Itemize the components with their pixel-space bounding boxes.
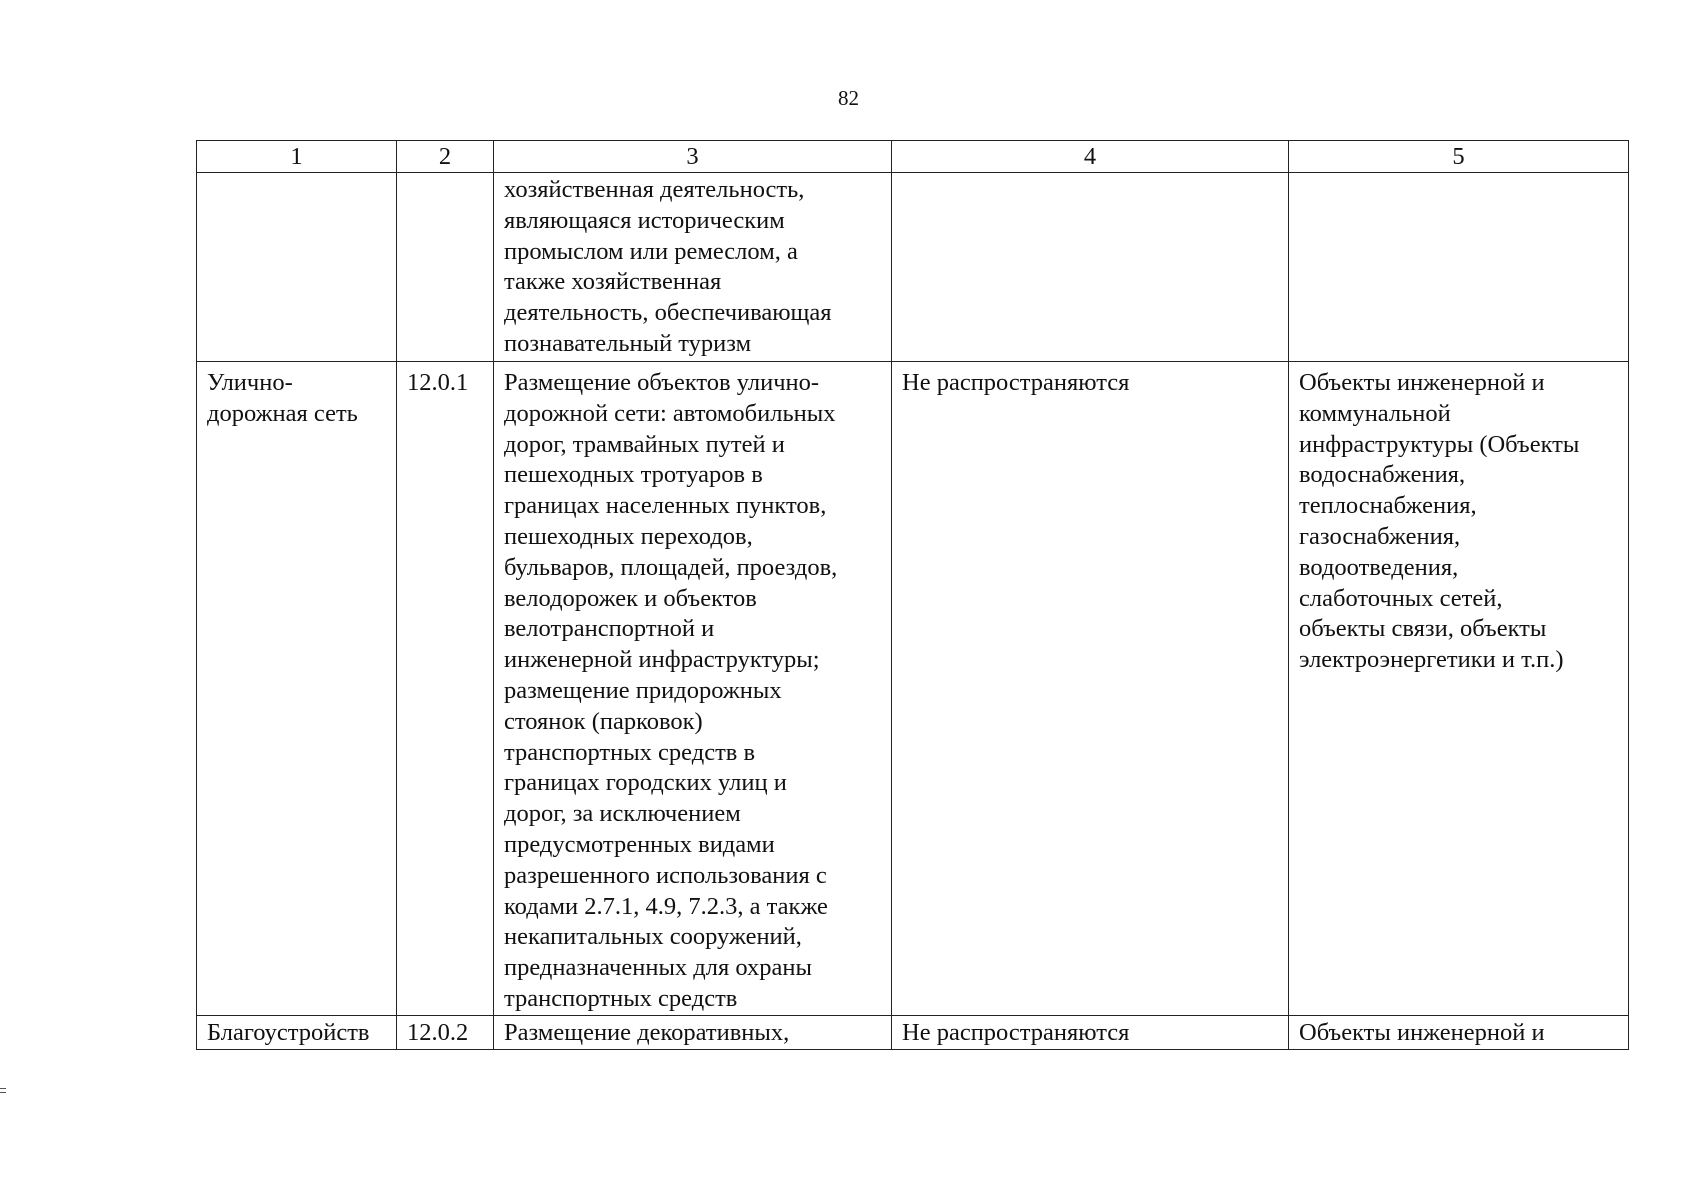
table-row — [197, 173, 1629, 362]
use-description-cell: хозяйственная деятельность, являющаяся историческим промыслом или ремеслом, а также хозяйственная деятельность, обеспечивающая познавательный туризм — [494, 173, 892, 362]
restrictions-cell — [892, 173, 1289, 362]
use-description-cell: Размещение декоративных, — [494, 1015, 892, 1049]
permitted-use-table — [196, 140, 1629, 1050]
column-header: 5 — [1289, 141, 1629, 173]
use-code-cell: 12.0.1 — [397, 362, 494, 1016]
use-code-cell: 12.0.2 — [397, 1015, 494, 1049]
use-name-cell — [197, 173, 397, 362]
restrictions-cell: Не распространяются — [892, 1015, 1289, 1049]
use-name-cell: Улично- дорожная сеть — [197, 362, 397, 1016]
column-header: 1 — [197, 141, 397, 173]
table-row — [197, 362, 1629, 1016]
auxiliary-uses-cell: Объекты инженерной и коммунальной инфраструктуры (Объекты водоснабжения, теплоснабжения, газоснабжения, водоотведения, слаботочных сетей, объекты связи, объекты электроэнергетики и т.п.) — [1289, 362, 1629, 1016]
table-header-row — [197, 141, 1629, 173]
column-header: 2 — [397, 141, 494, 173]
use-description-cell: Размещение объектов улично- дорожной сети: автомобильных дорог, трамвайных путей и пешеходных тротуаров в границах населенных пунктов, пешеходных переходов, бульваров, площадей, проездов, велодорожек и объектов велотранспортной и инженерной инфраструктуры; размещение придорожных стоянок (парковок) транспортных средств в границах городских улиц и дорог, за исключением предусмотренных видами разрешенного использования с кодами 2.7.1, 4.9, 7.2.3, а также некапитальных сооружений, предназначенных для охраны транспортных средств — [494, 362, 892, 1016]
restrictions-cell: Не распространяются — [892, 362, 1289, 1016]
auxiliary-uses-cell: Объекты инженерной и — [1289, 1015, 1629, 1049]
scan-artifact-mark — [0, 1088, 6, 1093]
column-header: 4 — [892, 141, 1289, 173]
auxiliary-uses-cell — [1289, 173, 1629, 362]
use-code-cell — [397, 173, 494, 362]
column-header: 3 — [494, 141, 892, 173]
table-row — [197, 1015, 1629, 1049]
page-number: 82 — [838, 86, 859, 110]
use-name-cell: Благоустройств — [197, 1015, 397, 1049]
